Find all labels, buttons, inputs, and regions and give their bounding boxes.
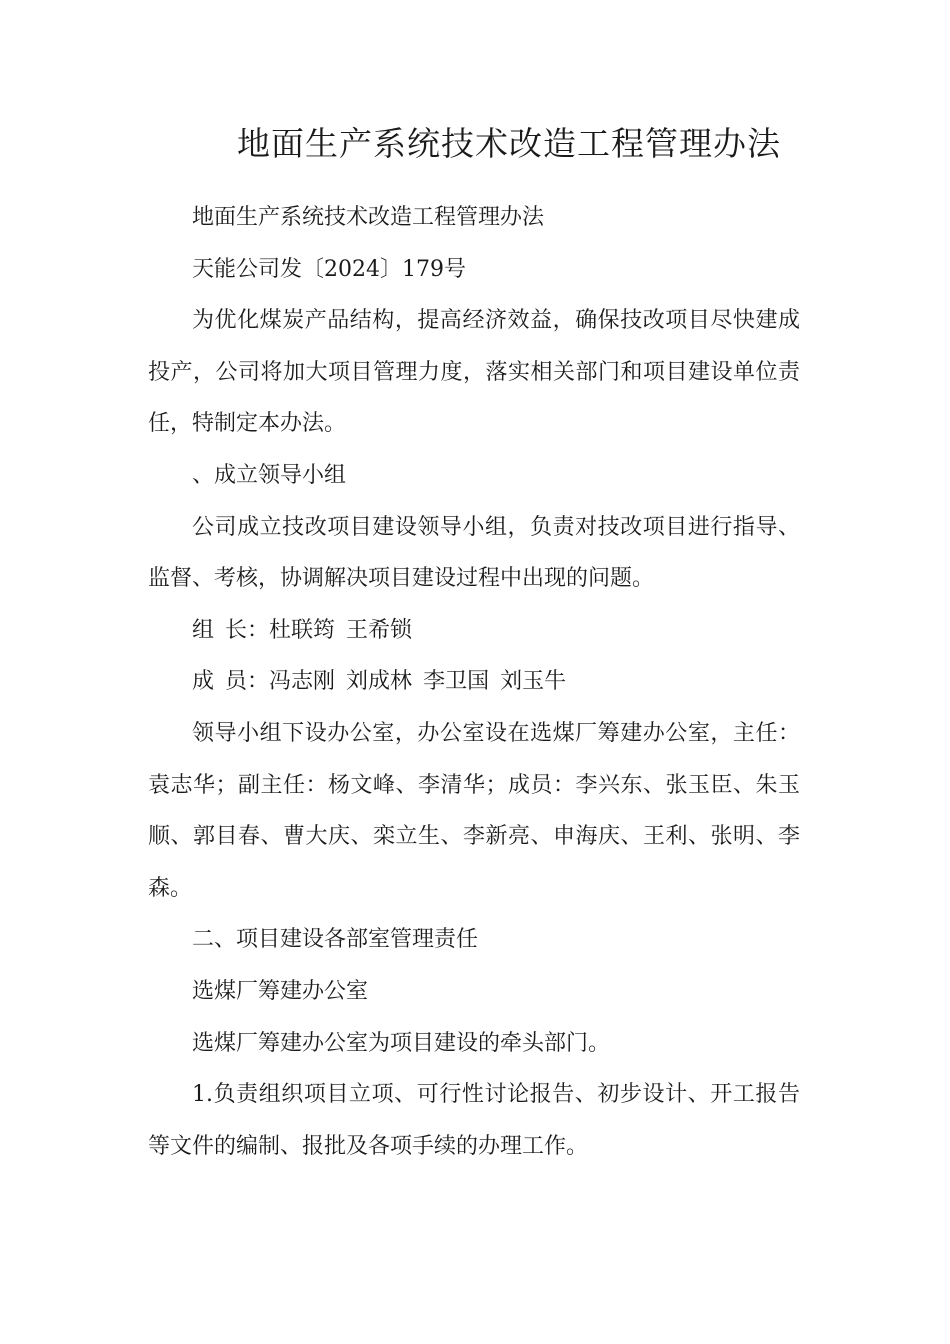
leader-name: 杜联筠 bbox=[269, 617, 336, 643]
duty-item-1: 1.负责组织项目立项、可行性讨论报告、初步设计、开工报告等文件的编制、报批及各项手续的办理工作。 bbox=[148, 1082, 800, 1159]
purpose-paragraph: 为优化煤炭产品结构，提高经济效益，确保技改项目尽快建成投产，公司将加大项目管理力度，落实相关部门和项目建设单位责任，特制定本办法。 bbox=[148, 308, 800, 437]
office-paragraph: 领导小组下设办公室，办公室设在选煤厂筹建办公室，主任：袁志华；副主任：杨文峰、李清华；成员：李兴东、张玉臣、朱玉顺、郭目春、曹大庆、栾立生、李新亮、申海庆、王利、张明、李森。 bbox=[148, 720, 800, 901]
subsection-heading: 选煤厂筹建办公室 bbox=[192, 978, 369, 1004]
lead-department-paragraph: 选煤厂筹建办公室为项目建设的牵头部门。 bbox=[192, 1030, 611, 1056]
leader-name: 王希锁 bbox=[346, 617, 413, 643]
subtitle-paragraph: 地面生产系统技术改造工程管理办法 bbox=[192, 205, 545, 230]
section-heading-responsibility: 二、项目建设各部室管理责任 bbox=[192, 927, 479, 953]
document-title: 地面生产系统技术改造工程管理办法 bbox=[237, 124, 781, 163]
member-line bbox=[148, 656, 800, 708]
section-heading-leadership: 、成立领导小组 bbox=[192, 462, 347, 488]
member-label-a: 成 bbox=[192, 669, 215, 695]
leadership-paragraph: 公司成立技改项目建设领导小组，负责对技改项目进行指导、监督、考核，协调解决项目建设过程中出现的问题。 bbox=[148, 514, 800, 592]
member-name: 冯志刚 bbox=[269, 669, 336, 695]
leader-line bbox=[148, 605, 800, 657]
document-number: 天能公司发〔2024〕179号 bbox=[192, 256, 466, 282]
member-name: 刘玉牛 bbox=[500, 669, 567, 695]
member-label-b: 员： bbox=[225, 669, 270, 695]
member-name: 刘成林 bbox=[346, 669, 413, 695]
member-name: 李卫国 bbox=[423, 669, 490, 695]
leader-label-b: 长： bbox=[225, 617, 270, 643]
leader-label-a: 组 bbox=[192, 617, 215, 643]
document-body bbox=[148, 192, 800, 1172]
